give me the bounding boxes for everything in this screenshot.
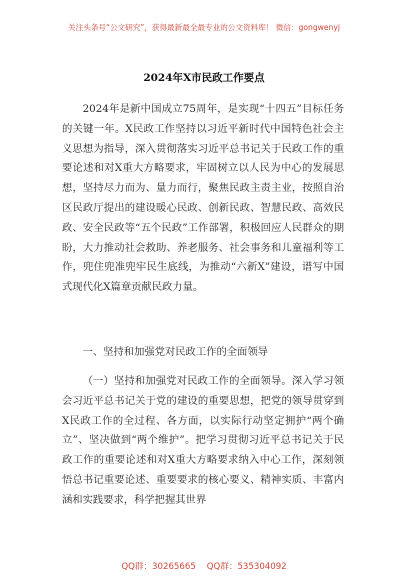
section-heading: 一、坚持和加强党对民政工作的全面领导: [82, 346, 268, 358]
header-banner: 关注头条号“公文研究”，获得最新最全最专业的公文资料库！ 微信：gongwenyj: [68, 23, 340, 32]
intro-paragraph: 2024年是新中国成立75周年，是实现“十四五”目标任务的关键一年。X民政工作坚持以习近平新时代中国特色社会主义思想为指导，深入贯彻落实习近平总书记关于民政工作的重要论述和对X重大方略要求，牢固树立以人民为中心的发展思想，坚持尽力而为、量力而行，聚焦民政主责主业，按照自治区民政厅提出的建设暖心民政、创新民政、智慧民政、高效民政、安全民政等“五个民政”工作部署，积极回应人民群众的期盼，大力推动社会救助、养老服务、社会事务和儿童福利等工作，兜住兜准兜牢民生底线，为推动“六新X”建设，谱写中国式现代化X篇章贡献民政力量。: [62, 103, 344, 294]
document-title: 2024年X市民政工作要点: [143, 72, 265, 84]
footer-contact: QQ群：30265665 QQ群：535304092: [121, 562, 287, 572]
section-paragraph: （一）坚持和加强党对民政工作的全面领导。深入学习领会习近平总书记关于党的建设的重要思想，把党的领导贯穿到X民政工作的全过程、各方面，以实际行动坚定拥护“两个确立”、坚决做到“两个维护”。把学习贯彻习近平总书记关于民政工作的重要论述和对X重大方略要求纳入中心工作，深刻领悟总书记重要论述、重要要求的核心要义、精神实质、丰富内涵和实践要求，科学把握其世界: [62, 375, 344, 506]
